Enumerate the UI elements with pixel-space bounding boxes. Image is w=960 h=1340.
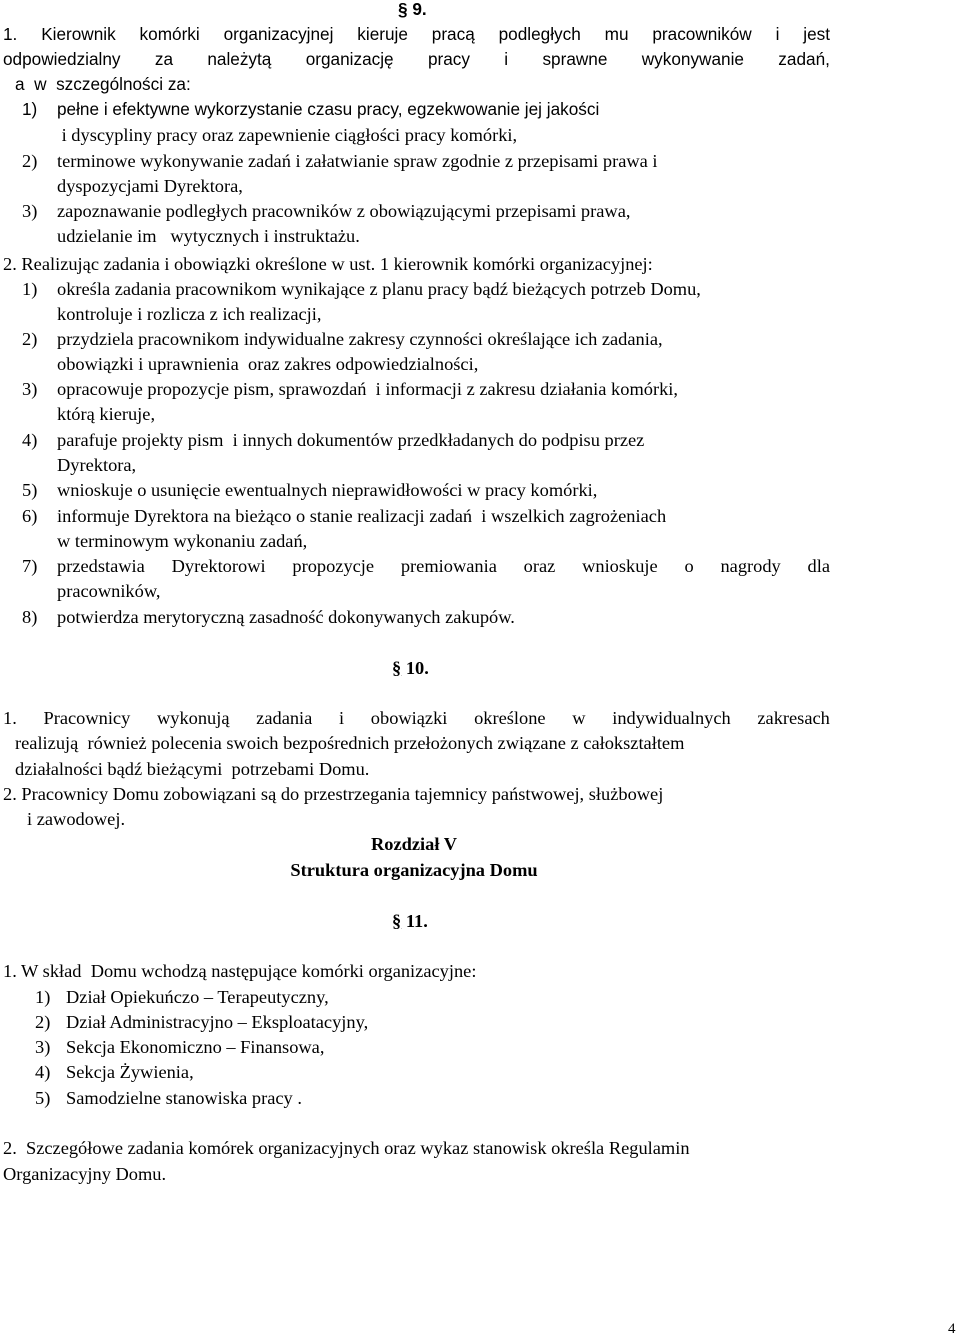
section-sign: § bbox=[392, 658, 402, 678]
item-text: w terminowym wykonaniu zadań, bbox=[57, 531, 308, 551]
item-number: 2) bbox=[22, 329, 38, 349]
word: oraz bbox=[523, 556, 556, 576]
item-text: kontroluje i rozlicza z ich realizacji, bbox=[57, 304, 322, 324]
word: w bbox=[572, 708, 586, 728]
item-number: 5) bbox=[35, 1088, 51, 1108]
section-10-p1-line3: działalności bądź bieżącymi potrzebami Domu. bbox=[15, 759, 370, 779]
word: i bbox=[775, 24, 780, 44]
item-text-justified bbox=[57, 557, 830, 575]
section-sign: § bbox=[392, 911, 402, 931]
item-number: 2) bbox=[35, 1012, 51, 1032]
word: 1. bbox=[3, 24, 18, 44]
word: sprawne bbox=[542, 49, 608, 69]
item-number: 4) bbox=[35, 1062, 51, 1082]
item-text: Dział Opiekuńczo – Terapeutyczny, bbox=[66, 987, 329, 1007]
word: zakresach bbox=[757, 708, 830, 728]
section-11-p2-line2: Organizacyjny Domu. bbox=[3, 1164, 167, 1184]
item-text: parafuje projekty pism i innych dokumentów przedkładanych do podpisu przez bbox=[57, 430, 645, 450]
item-number: 5) bbox=[22, 480, 38, 500]
page-number: 4 bbox=[948, 1321, 956, 1337]
item-number: 8) bbox=[22, 607, 38, 627]
item-number: 1) bbox=[22, 279, 38, 299]
item-text: Sekcja Żywienia, bbox=[66, 1062, 194, 1082]
item-text: i dyscypliny pracy oraz zapewnienie ciągłości pracy komórki, bbox=[57, 125, 518, 145]
item-text: Sekcja Ekonomiczno – Finansowa, bbox=[66, 1037, 325, 1057]
section-11-intro: 1. W skład Domu wchodzą następujące komórki organizacyjne: bbox=[3, 961, 477, 981]
word: i bbox=[339, 708, 345, 728]
word: pracowników bbox=[652, 24, 752, 44]
item-text: pełne i efektywne wykorzystanie czasu pracy, egzekwowanie jej jakości bbox=[57, 99, 600, 119]
section-9-p1-line3: a w szczególności za: bbox=[15, 74, 191, 94]
item-number: 3) bbox=[22, 379, 38, 399]
word: Pracownicy bbox=[43, 708, 131, 728]
section-10-p1-line1 bbox=[3, 709, 830, 727]
word: należytą bbox=[207, 49, 272, 69]
word: nagrody bbox=[720, 556, 781, 576]
chapter-title: Rozdział V bbox=[371, 834, 457, 854]
section-10-p2-line2: i zawodowej. bbox=[27, 809, 126, 829]
word: określone bbox=[474, 708, 546, 728]
word: przedstawia bbox=[57, 556, 145, 576]
section-11-heading bbox=[392, 912, 428, 930]
item-number: 2) bbox=[22, 151, 38, 171]
word: pracą bbox=[431, 24, 475, 44]
word: komórki bbox=[139, 24, 200, 44]
item-text: określa zadania pracownikom wynikające z planu pracy bądź bieżących potrzeb Domu, bbox=[57, 279, 701, 299]
item-text: obowiązki i uprawnienia oraz zakres odpowiedzialności, bbox=[57, 354, 479, 374]
section-9-p1-line1 bbox=[3, 26, 830, 43]
item-text: przydziela pracownikom indywidualne zakresy czynności określające ich zadania, bbox=[57, 329, 663, 349]
word: wnioskuje bbox=[582, 556, 658, 576]
section-9-p1-line2 bbox=[3, 51, 830, 68]
word: za bbox=[154, 49, 174, 69]
chapter-subtitle: Struktura organizacyjna Domu bbox=[290, 860, 538, 880]
section-10-p1-line2: realizują również polecenia swoich bezpośrednich przełożonych związane z całokształtem bbox=[15, 733, 685, 753]
word: jest bbox=[803, 24, 830, 44]
item-number: 3) bbox=[22, 201, 38, 221]
item-text: zapoznawanie podległych pracowników z obowiązującymi przepisami prawa, bbox=[57, 201, 631, 221]
word: wykonywanie bbox=[641, 49, 744, 69]
word: zadania bbox=[256, 708, 313, 728]
item-text: informuje Dyrektora na bieżąco o stanie realizacji zadań i wszelkich zagrożeniach bbox=[57, 506, 667, 526]
word: podległych bbox=[498, 24, 581, 44]
word: organizację bbox=[305, 49, 394, 69]
word: wykonują bbox=[156, 708, 230, 728]
item-text: Dyrektora, bbox=[57, 455, 137, 475]
item-text: dyspozycjami Dyrektora, bbox=[57, 176, 243, 196]
word: dla bbox=[807, 556, 830, 576]
item-text: którą kieruje, bbox=[57, 404, 156, 424]
section-11-p2-line1: 2. Szczegółowe zadania komórek organizacyjnych oraz wykaz stanowisk określa Regulamin bbox=[3, 1138, 690, 1158]
word: kieruje bbox=[357, 24, 408, 44]
item-number: 3) bbox=[35, 1037, 51, 1057]
word: zadań, bbox=[778, 49, 830, 69]
item-text: wnioskuje o usunięcie ewentualnych nieprawidłowości w pracy komórki, bbox=[57, 480, 598, 500]
item-number: 7) bbox=[22, 556, 38, 576]
section-10-heading bbox=[392, 659, 429, 677]
item-text: opracowuje propozycje pism, sprawozdań i informacji z zakresu działania komórki, bbox=[57, 379, 678, 399]
item-number: 1) bbox=[35, 987, 51, 1007]
section-11-number: 11. bbox=[405, 911, 428, 931]
item-number: 4) bbox=[22, 430, 38, 450]
word: premiowania bbox=[400, 556, 497, 576]
word: i bbox=[504, 49, 509, 69]
word: obowiązki bbox=[370, 708, 448, 728]
section-9-p2-intro: 2. Realizując zadania i obowiązki określone w ust. 1 kierownik komórki organizacyjnej: bbox=[3, 254, 653, 274]
word: 1. bbox=[3, 708, 17, 728]
word: odpowiedzialny bbox=[3, 49, 121, 69]
word: Dyrektorowi bbox=[171, 556, 266, 576]
word: mu bbox=[604, 24, 629, 44]
item-number: 1) bbox=[22, 99, 38, 119]
item-text: pracowników, bbox=[57, 581, 161, 601]
item-number: 6) bbox=[22, 506, 38, 526]
section-10-number: 10. bbox=[405, 658, 429, 678]
word: Kierownik bbox=[41, 24, 116, 44]
item-text: terminowe wykonywanie zadań i załatwianie spraw zgodnie z przepisami prawa i bbox=[57, 151, 658, 171]
item-text: Dział Administracyjno – Eksploatacyjny, bbox=[66, 1012, 369, 1032]
word: indywidualnych bbox=[612, 708, 731, 728]
section-10-p2-line1: 2. Pracownicy Domu zobowiązani są do przestrzegania tajemnicy państwowej, służbowej bbox=[3, 784, 664, 804]
section-9-heading: § 9. bbox=[398, 0, 427, 19]
item-text: Samodzielne stanowiska pracy . bbox=[66, 1088, 302, 1108]
word: o bbox=[684, 556, 694, 576]
word: pracy bbox=[427, 49, 470, 69]
word: organizacyjnej bbox=[223, 24, 334, 44]
item-text: potwierdza merytoryczną zasadność dokonywanych zakupów. bbox=[57, 607, 515, 627]
word: propozycje bbox=[292, 556, 375, 576]
item-text: udzielanie im wytycznych i instruktażu. bbox=[57, 226, 360, 246]
